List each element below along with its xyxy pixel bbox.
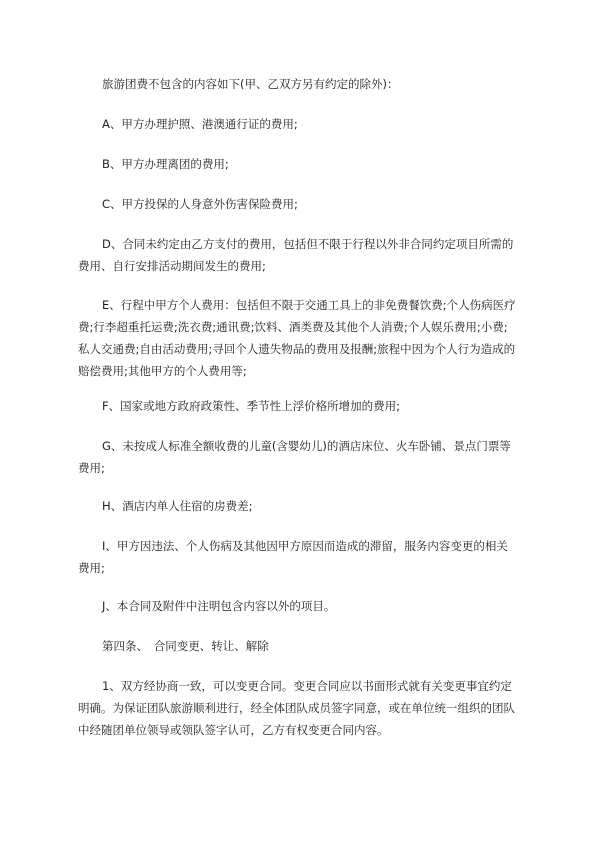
clause-e: E、行程中甲方个人费用：包括但不限于交通工具上的非免费餐饮费;个人伤病医疗费;行李超重托运费;洗衣费;通讯费;饮料、酒类费及其他个人消费;个人娱乐费用;小费;私人交通费;自由活动费用;寻回个人遗失物品的费用及报酬;旅程中因为个人行为造成的赔偿费用;其他甲方的个人费用等;: [78, 298, 516, 378]
clause-b: B、甲方办理离团的费用;: [102, 157, 229, 171]
clause-a: A、甲方办理护照、港澳通行证的费用;: [102, 117, 298, 131]
article-four-heading: 第四条、 合同变更、转让、解除: [102, 639, 269, 653]
clause-j: J、本合同及附件中注明包含内容以外的项目。: [102, 599, 336, 613]
article-four-item-1: 1、双方经协商一致，可以变更合同。变更合同应以书面形式就有关变更事宜约定明确。为保证团队旅游顺利进行，经全体团队成员签字同意，或在单位统一组织的团队中经随团单位领导或领队签字认可，乙方有权变更合同内容。: [78, 679, 515, 737]
clause-i: I、甲方因违法、个人伤病及其他因甲方原因而造成的滞留，服务内容变更的相关费用;: [78, 539, 508, 575]
clause-d: D、合同未约定由乙方支付的费用，包括但不限于行程以外非合同约定项目所需的费用、自行安排活动期间发生的费用;: [78, 237, 514, 273]
clause-c: C、甲方投保的人身意外伤害保险费用;: [102, 197, 298, 211]
clause-g: G、未按成人标准全额收费的儿童(含婴幼儿)的酒店床位、火车卧铺、景点门票等费用;: [78, 439, 511, 475]
intro-paragraph: 旅游团费不包含的内容如下(甲、乙双方另有约定的除外)：: [102, 77, 399, 91]
clause-f: F、国家或地方政府政策性、季节性上浮价格所增加的费用;: [102, 399, 400, 413]
clause-h: H、酒店内单人住宿的房费差;: [102, 499, 253, 513]
